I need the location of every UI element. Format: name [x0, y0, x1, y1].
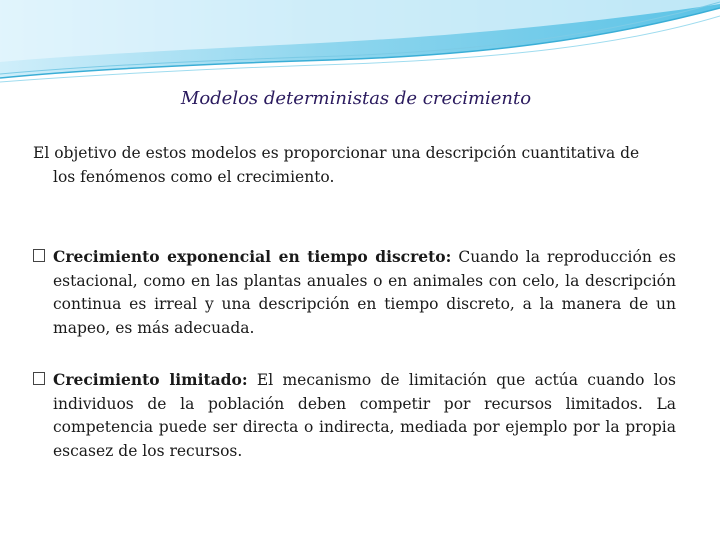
bullet-lead: Crecimiento exponencial en tiempo discreto: — [53, 247, 452, 266]
bullet-lead: Crecimiento limitado: — [53, 370, 248, 389]
bullet-body: El mecanismo de limitación que actúa cuando los individuos de la población deben competir por recursos limitados. La competencia puede ser directa o indirecta, mediada por ejemplo por la propia escasez de los recursos. — [53, 371, 677, 460]
intro-line-1: El objetivo de estos modelos es proporcionar una descripción cuantitativa de — [33, 144, 640, 162]
intro-line-2: los fenómenos como el crecimiento. — [53, 167, 335, 186]
checkbox-bullet-icon — [33, 372, 45, 385]
checkbox-bullet-icon — [33, 249, 45, 262]
bullet-item — [33, 245, 676, 340]
slide-title: Modelos deterministas de crecimiento — [180, 88, 532, 109]
bullet-text — [53, 245, 676, 340]
intro-paragraph — [33, 142, 676, 189]
bullet-text — [53, 368, 676, 463]
header-wave-decoration — [0, 0, 720, 90]
bullet-body: Cuando la reproducción es estacional, como en las plantas anuales o en animales con celo, la descripción continua es irreal y una descripción en tiempo discreto, a la manera de un mapeo, es más adecuada. — [53, 248, 676, 337]
bullet-item — [33, 368, 676, 463]
